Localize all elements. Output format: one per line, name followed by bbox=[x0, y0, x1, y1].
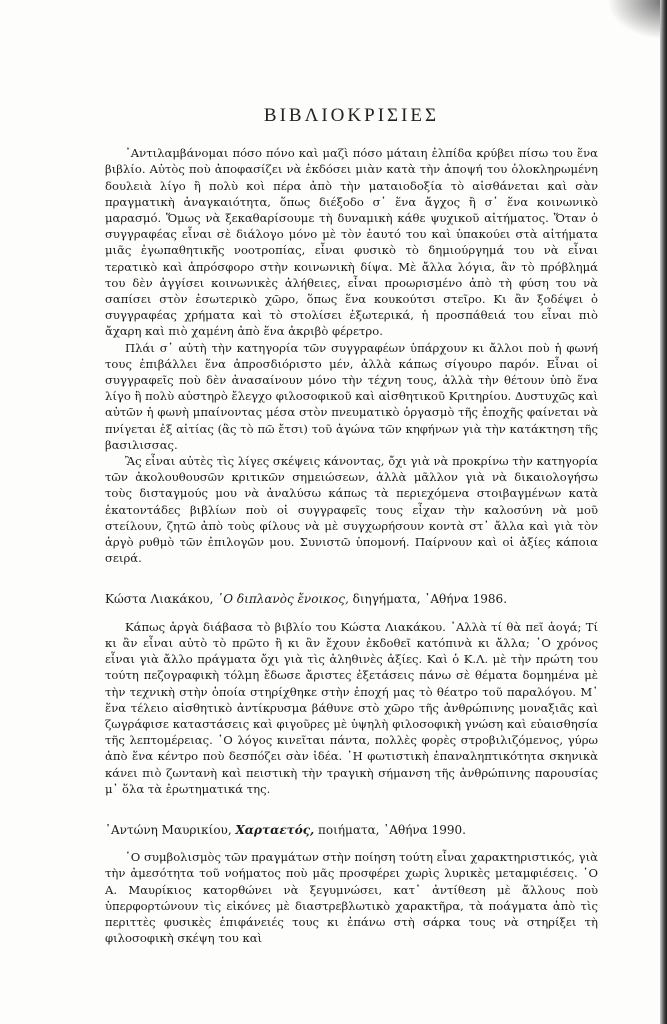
page-content bbox=[105, 105, 598, 946]
page-edge bbox=[660, 0, 667, 1024]
intro-paragraph: Πλάι σ᾿ αὐτὴ τὴν κατηγορία τῶν συγγραφέων ὑπάρχουν κι ἄλλοι ποὺ ἡ φωνή τους ἐπιβάλλει ἕνα ἀπροσδιόριστο μέν, ἀλλὰ κάπως σίγουρο παρόν. Εἶναι οἱ συγγραφεῖς ποὺ δὲν ἀνασαίνουν μόνο τὴν τέχνη τους, ἀλλὰ τὴν θέτουν ὑπὸ ἕνα λίγο ἢ πολὺ αὐστηρὸ ἔλεγχο φιλοσοφικοῦ καὶ αἰσθητικοῦ Κριτηρίου. Δυστυχῶς καὶ αὐτῶν ἡ φωνὴ μπαίνοντας μέσα στὸν πνευματικὸ ὀργασμὸ τῆς ἐποχῆς φαίνεται νὰ πνίγεται ἐξ αἰτίας (ἂς τὸ πῶ ἔτσι) τοῦ ἀγώνα τῶν κηφήνων γιὰ τὴν κατάκτηση τῆς βασιλισσας. bbox=[105, 340, 598, 452]
review-heading bbox=[105, 591, 598, 607]
intro-paragraph: Ἂς εἶναι αὐτὲς τὶς λίγες σκέψεις κάνοντας, ὄχι γιὰ νὰ προκρίνω τὴν κατηγορία τῶν ἀκολουθουσῶν κριτικῶν σημειώσεων, ἀλλὰ μᾶλλον γιὰ νὰ δικαιολογήσω τοὺς δισταγμούς μου νὰ ἀναλύσω κάπως τὰ περιεχόμενα στοιβαγμένων κατὰ ἑκατοντάδες βιβλίων ποὺ οἱ συγγραφεῖς τους εἶχαν τὴν καλοσύνη νὰ μοῦ στείλουν, ζητῶ ἀπὸ τοὺς φίλους νὰ μὲ συγχωρήσουν κοντὰ στ᾿ ἄλλα καὶ γιὰ τὸν ἀργὸ ρυθμὸ τῶν ἐπιλογῶν μου. Συνιστῶ ὑπομονή. Παίρνουν καὶ οἱ ἀξίες κάποια σειρά. bbox=[105, 454, 598, 566]
review-heading bbox=[105, 822, 598, 838]
review-body: Κάπως ἀργὰ διάβασα τὸ βιβλίο του Κώστα Λιακάκου. ᾿Αλλὰ τί θὰ πεῖ ἀογά; Τί κι ἂν εἶναι αὐτὸ τὸ πρῶτο ἢ κι ἂν ἔχουν ἐκδοθεῖ κατόπινὰ κι ἄλλα; ῾Ο χρόνος εἶναι γιὰ ἄλλο πράγματα ὄχι γιὰ τὶς ἀληθινὲς ἀξίες. Καὶ ὁ Κ.Λ. μὲ τὴν πρώτη του τούτη πεζογραφικὴ τόλμη ἔδωσε ἄριστες ἐξετάσεις πάνω σὲ θέματα δομημένα μὲ τὴν τεχνικὴ στὴν ὁποία στηρίχθηκε στὴν ἐποχή μας τὸ θέατρο τοῦ παραλόγου. Μ᾿ ἕνα τέλειο αἰσθητικὸ ἀντίκρυσμα βάθυνε στὸ χῶρο τῆς ἀνθρώπινης μοναξιᾶς καὶ ζωγράφισε καταστάσεις καὶ φιγοῦρες μὲ ὑψηλὴ φιλοσοφικὴ γνώση καὶ εὐαισθησία τῆς λεπτομέρειας. ῾Ο λόγος κινεῖται πάντα, πολλὲς φορὲς στροβιλιζόμενος, γύρω ἀπὸ ἕνα κέντρο ποὺ δεσπόζει σὰν ἰδέα. ῾Η φωτιστικὴ ἐπαναληπτικότητα σκηνικὰ κάνει πιὸ ζωντανὴ καὶ πειστικὴ τὴν τραγικὴ σήμανση τῆς ἀνθρώπινης παρουσίας μ᾿ ὅλα τὰ ἐρωτηματικά της. bbox=[105, 619, 598, 796]
review-book-title: Χαρταετός, bbox=[235, 822, 315, 837]
scan-shadow bbox=[607, 0, 667, 40]
review-details: ποιήματα, ᾿Αθήνα 1990. bbox=[318, 822, 466, 837]
page-title: ΒΙΒΛΙΟΚΡΙΣΙΕΣ bbox=[263, 105, 440, 126]
review-details: διηγήματα, ᾿Αθήνα 1986. bbox=[352, 592, 508, 607]
review-author: ᾿Αντώνη Μαυρικίου, bbox=[105, 822, 232, 837]
review-author: Κώστα Λιακάκου, bbox=[105, 592, 214, 607]
intro-paragraph: ᾿Αντιλαμβάνομαι πόσο πόνο καὶ μαζὶ πόσο μάταιη ἐλπίδα κρύβει πίσω του ἕνα βιβλίο. Αὐτὸς ποὺ ἀποφασίζει νὰ ἐκδόσει μιὰν κατὰ τὴν ἀποψή του ὁλοκληρωμένη δουλειὰ λίγο ἢ πολὺ κοὶ πέρα ἀπὸ τὴν ματαιοδοξία τὸ αἰσθάνεται καὶ σὰν πραγματικὴ ἀναγκαιότητα, ὅπως διέξοδο σ᾿ ἕνα ἄγχος ἢ σ᾿ ἕνα κοινωνικὸ μαρασμό. Ὅμως νὰ ξεκαθαρίσουμε τὴ δυναμικὴ κάθε ψυχικοῦ αἰτήματος. Ὅταν ὁ συγγραφέας εἶναι σὲ διάλογο μόνο μὲ τὸν ἑαυτό του καὶ ὑπακούει στὰ αἰτήματα μιᾶς ἐγωπαθητικῆς νοοτροπίας, εἶναι φυσικὸ τὸ δημιούργημά του νὰ εἶναι τερατικὸ καὶ ἀπρόσφορο στὴν κοινωνικὴ δίψα. Μὲ ἄλλα λόγια, ἂν τὸ πρόβλημά του δὲν ἀγγίσει κοινωνικὲς ἀλήθειες, εἶναι προωρισμένο ἀπὸ τὴ φύση του νὰ σαπίσει στὸν ἐσωτερικὸ χῶρο, ὅπως ἕνα κουκούτσι στεῖρο. Κι ἂν ξοδέψει ὁ συγγραφέας χρήματα καὶ τὸ στολίσει ἐξωτερικά, ἡ προσπάθειά του εἶναι πιὸ ἄχαρη καὶ πιὸ χαμένη ἀπὸ ἕνα ἀκριβὸ φέρετρο. bbox=[105, 146, 598, 339]
review-book-title: ῾Ο διπλανὸς ἔνοικος, bbox=[217, 592, 349, 607]
review-body: ῾Ο συμβολισμὸς τῶν πραγμάτων στὴν ποίηση τούτη εἶναι χαρακτηριστικός, γιὰ τὴν ἀμεσότητα τοῦ νοήματος ποὺ μᾶς προσφέρει χωρὶς λυρικὲς μεταμφιέσεις. ῾Ο Α. Μαυρίκιος κατορθώνει νὰ ξεγυμνώσει, κατ᾿ ἀντίθεση μὲ ἄλλους ποὺ ὑπερφορτώνουν τὶς εἰκόνες μὲ διαστρεβλωτικὸ χαρακτῆρα, τὰ ποάγματα ἀπὸ τὶς περιττὲς φυσικὲς ἐπιφάνειές τους κι ἐπάνω στὴ σάρκα τους νὰ στηρίξει τὴ φιλοσοφικὴ σκέψη του καὶ bbox=[105, 850, 598, 946]
